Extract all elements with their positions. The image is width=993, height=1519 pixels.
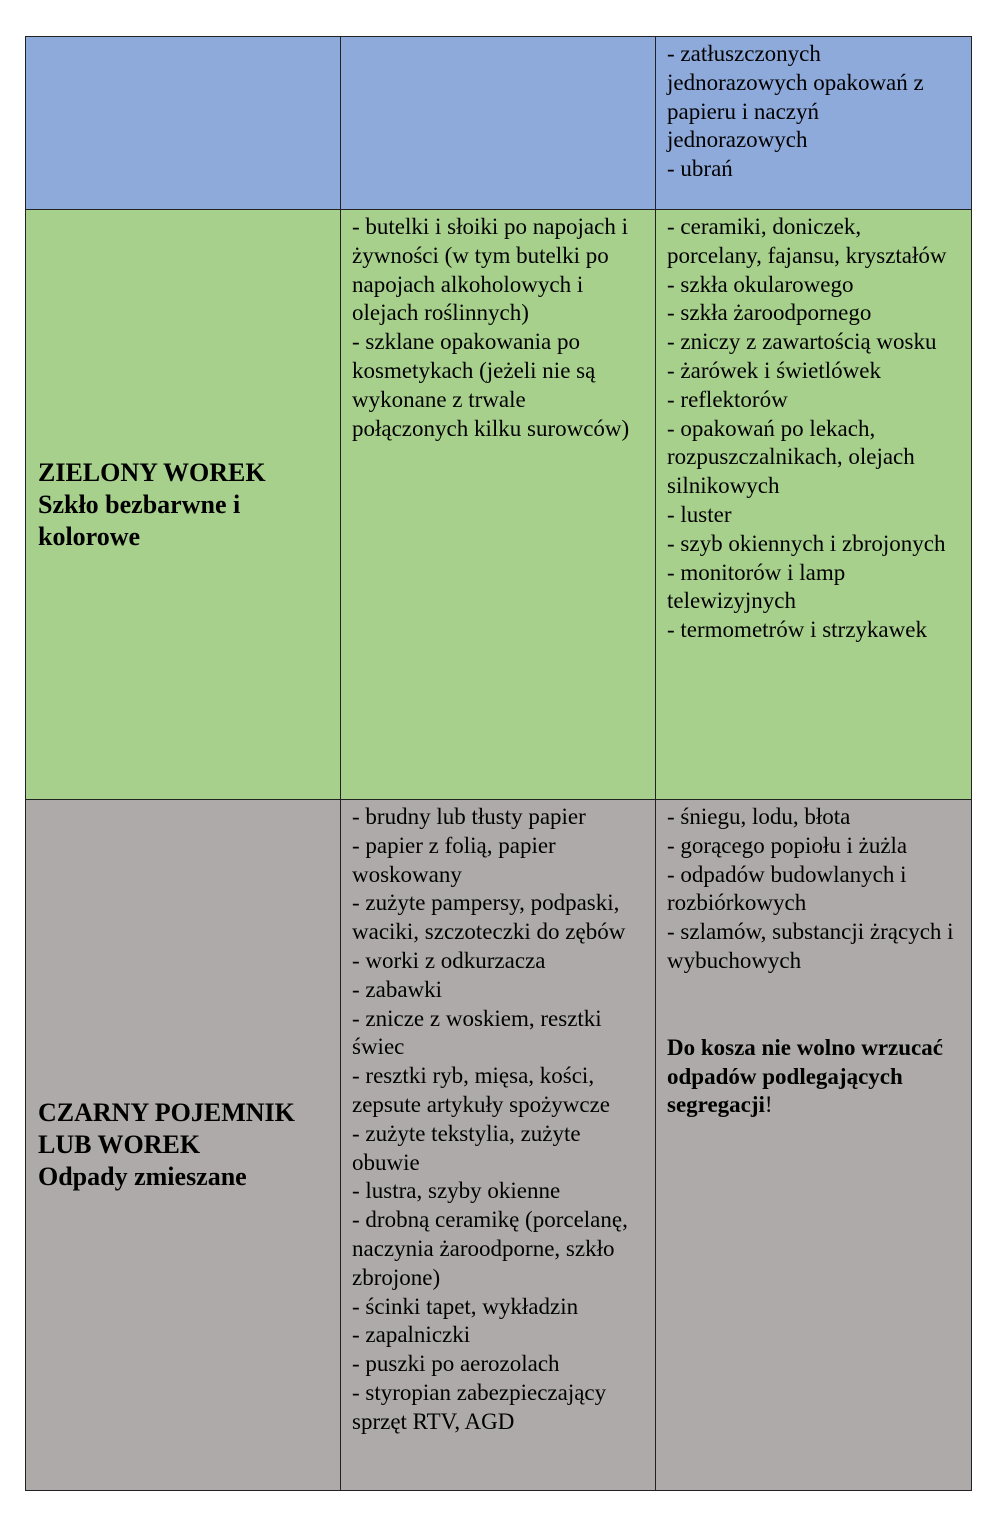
category-label	[26, 457, 340, 553]
list-item: - styropian zabezpieczający sprzęt RTV, AGD	[352, 1379, 607, 1434]
allowed-cell-black	[341, 800, 656, 1491]
warning-note-end: !	[764, 1092, 773, 1118]
list-item: - papier z folią, papier woskowany	[352, 832, 556, 887]
table-row-black	[26, 800, 972, 1491]
list-item: - lustra, szyby okienne	[352, 1178, 561, 1204]
list-item: - zatłuszczonych jednorazowych opakowań z papieru i naczyń jednorazowych	[667, 41, 924, 153]
list-item: - luster	[667, 501, 732, 527]
allowed-cell-green	[341, 210, 656, 800]
list-item: - odpadów budowlanych i rozbiórkowych	[667, 861, 907, 916]
allowed-list	[341, 800, 655, 1437]
forbidden-cell-green	[656, 210, 972, 800]
table-row-blue	[26, 37, 972, 210]
warning-note-bold: Do kosza nie wolno wrzucać odpadów podlegających segregacji	[667, 1034, 943, 1118]
allowed-list	[341, 210, 655, 443]
list-item: - drobną ceramikę (porcelanę, naczynia żaroodporne, szkło zbrojone)	[352, 1207, 628, 1290]
list-item: - puszki po aerozolach	[352, 1351, 560, 1377]
forbidden-list	[656, 37, 971, 184]
list-item: - ścinki tapet, wykładzin	[352, 1293, 579, 1319]
forbidden-list	[656, 210, 971, 645]
list-item: - termometrów i strzykawek	[667, 617, 927, 643]
list-item: - zniczy z zawartością wosku	[667, 329, 937, 355]
category-title: ZIELONY WOREK	[38, 457, 266, 487]
category-cell-black	[26, 800, 341, 1491]
list-item: - resztki ryb, mięsa, kości, zepsute artykuły spożywcze	[352, 1063, 611, 1117]
list-item: - szyb okiennych i zbrojonych	[667, 530, 946, 556]
list-item: - opakowań po lekach, rozpuszczalnikach, olejach silnikowych	[667, 415, 915, 499]
list-item: - szkła okularowego	[667, 271, 854, 297]
category-subtitle: Szkło bezbarwne i kolorowe	[38, 489, 241, 551]
list-item: - szklane opakowania po kosmetykach (jeżeli nie są wykonane z trwale połączonych kilku surowców)	[352, 329, 630, 441]
waste-segregation-table	[25, 36, 972, 1491]
warning-note	[656, 1034, 971, 1120]
category-cell-blue	[26, 37, 341, 210]
list-item: - gorącego popiołu i żużla	[667, 832, 908, 858]
list-item: - zużyte tekstylia, zużyte obuwie	[352, 1120, 581, 1175]
list-item: - znicze z woskiem, resztki świec	[352, 1005, 602, 1060]
list-item: - zapalniczki	[352, 1322, 471, 1348]
list-item: - ceramiki, doniczek, porcelany, fajansu, kryształów	[667, 214, 947, 268]
category-cell-green	[26, 210, 341, 800]
list-item: - brudny lub tłusty papier	[352, 804, 586, 829]
forbidden-cell-black	[656, 800, 972, 1491]
forbidden-cell-blue	[656, 37, 972, 210]
list-item: - ubrań	[667, 156, 733, 182]
list-item: - butelki i słoiki po napojach i żywności (w tym butelki po napojach alkoholowych i olejach roślinnych)	[352, 214, 628, 326]
table-row-green	[26, 210, 972, 800]
forbidden-list	[656, 800, 971, 976]
list-item: - zużyte pampersy, podpaski, waciki, szczoteczki do zębów	[352, 890, 626, 945]
list-item: - zabawki	[352, 976, 443, 1002]
category-subtitle: Odpady zmieszane	[38, 1162, 247, 1191]
list-item: - monitorów i lamp telewizyjnych	[667, 559, 846, 614]
list-item: - śniegu, lodu, błota	[667, 804, 851, 829]
category-title: CZARNY POJEMNIK LUB WOREK	[38, 1098, 295, 1159]
list-item: - szkła żaroodpornego	[667, 300, 872, 326]
list-item: - żarówek i świetlówek	[667, 357, 881, 383]
list-item: - worki z odkurzacza	[352, 947, 546, 973]
list-item: - reflektorów	[667, 386, 788, 412]
list-item: - szlamów, substancji żrących i wybuchowych	[667, 919, 954, 973]
allowed-cell-blue	[341, 37, 656, 210]
category-label	[26, 1097, 340, 1193]
